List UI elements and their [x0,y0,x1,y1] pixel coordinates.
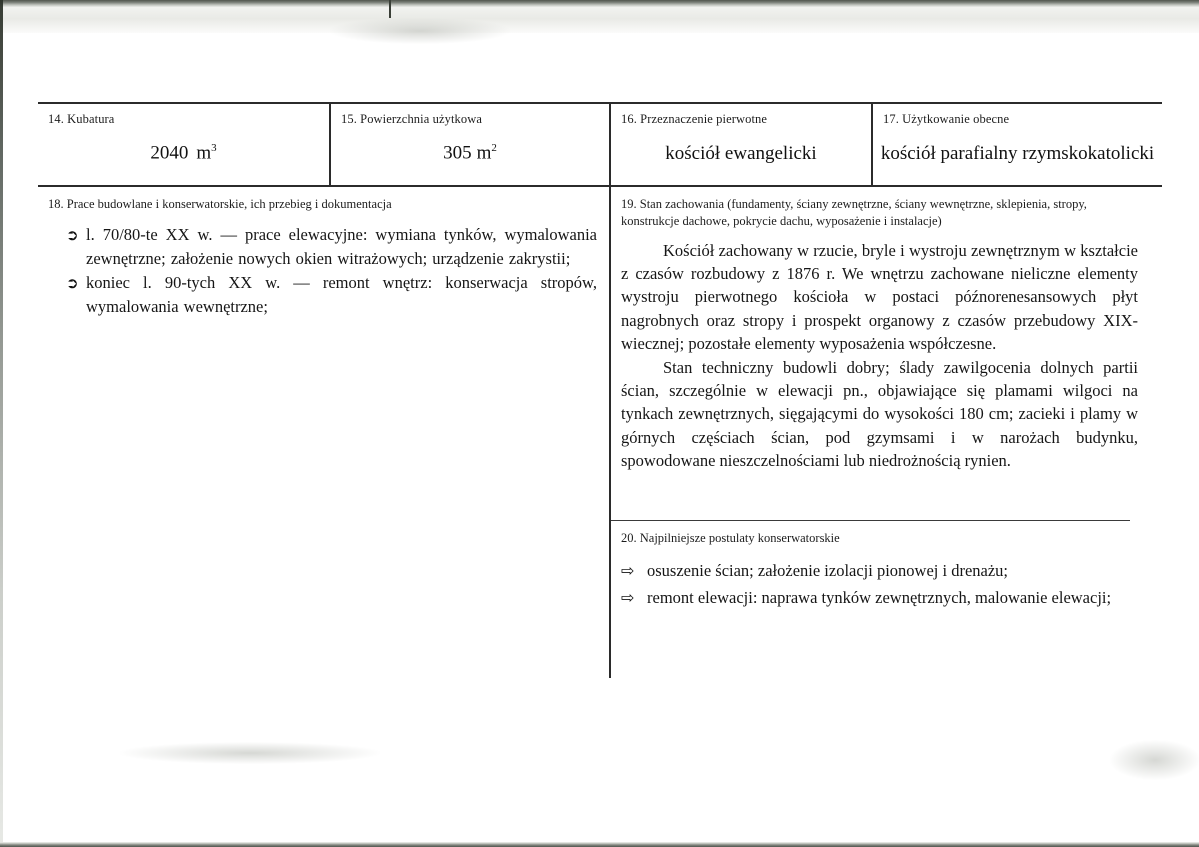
right-arrow-icon: ⇨ [621,563,635,581]
cell-18-content [38,213,609,318]
cell-19-stan-zachowania [611,188,1162,518]
cell-14-label: 14. Kubatura [48,112,115,126]
table-rule-between-19-and-20 [610,520,1130,521]
right-arrow-icon: ⇨ [621,589,635,607]
cell-20-item-text: remont elewacji: naprawa tynków zewnętrznych, malowanie elewacji; [647,587,1112,607]
cell-15-label: 15. Powierzchnia użytkowa [341,112,483,126]
cell-17-value: kościół parafialny rzymskokatolicki [880,142,1155,164]
cell-16-label: 16. Przeznaczenie pierwotne [621,112,768,126]
cell-17-uzytkowanie-obecne [873,104,1162,185]
cell-15-value [331,142,609,164]
cell-18-list-item [48,223,597,270]
table-rule-after-row1 [38,185,1162,187]
cell-16-value: kościół ewangelicki [665,142,817,164]
cell-14-value [38,142,329,164]
cell-17-label: 17. Użytkowanie obecne [883,112,1010,126]
cell-19-content [611,231,1162,473]
cell-18-item-text: l. 70/80-te XX w. — prace elewacyjne: wymiana tynków, wymalowania zewnętrzne; założenie nowych okien witrażowych; urządzenie zakrystii; [86,225,597,268]
cell-15-value-exponent: 2 [491,141,497,154]
cell-15-value-unit: m [476,142,492,164]
cell-14-value-number: 2040 [150,142,189,164]
cell-15-powierzchnia-uzytkowa [331,104,609,185]
cell-20-najpilniejsze-postulaty [611,522,1162,678]
bullet-arrow-circle-icon: ➲ [66,276,79,293]
cell-19-paragraph: Stan techniczny budowli dobry; ślady zawilgocenia dolnych partii ścian, szczególnie w elewacji pn., objawiające się plamami wilgoci na tynkach zewnętrznych, sięgającymi do wysokości 180 cm; zacieki i plamy w górnych częściach ścian, pod gzymsami i w narożach budynku, spowodowane nieszczelnościami lub niedrożnością rynien. [621,357,1138,471]
cell-19-paragraph: Kościół zachowany w rzucie, bryle i wystroju zewnętrznym w kształcie z czasów rozbudowy z 1876 r. We wnętrzu zachowane nieliczne elementy wystroju pierwotnego kościoła w postaci późnorenesansowych płyt nagrobnych oraz stropy i prospekt organowy z czasów przebudowy XIX-wiecznej; pozostałe elementy wyposażenia współczesne. [621,240,1138,354]
cell-18-label: 18. Prace budowlane i konserwatorskie, ich przebieg i dokumentacja [48,197,392,211]
cell-20-list-item [621,559,1150,584]
cell-14-value-exponent: 3 [211,141,217,154]
cell-14-kubatura [38,104,329,185]
cell-18-prace-budowlane [38,188,609,678]
cell-14-value-unit: m [196,142,212,164]
cell-18-list-item [48,271,597,318]
cell-19-label: 19. Stan zachowania (fundamenty, ściany zewnętrzne, ściany wewnętrzne, sklepienia, stropy, konstrukcje dachowe, pokrycie dachu, wyposażenie i instalacje) [621,197,1087,229]
cell-20-list-item [621,586,1150,611]
cell-18-item-text: koniec l. 90-tych XX w. — remont wnętrz: konserwacja stropów, wymalowania wewnętrzne; [86,273,597,316]
cell-20-item-text: osuszenie ścian; założenie izolacji pionowej i drenażu; [647,561,1009,581]
cell-16-przeznaczenie-pierwotne [611,104,871,185]
cell-15-value-number: 305 [443,142,472,164]
cell-20-content [611,547,1162,610]
cell-20-label: 20. Najpilniejsze postulaty konserwatorskie [621,531,840,545]
bullet-arrow-circle-icon: ➲ [66,228,79,245]
